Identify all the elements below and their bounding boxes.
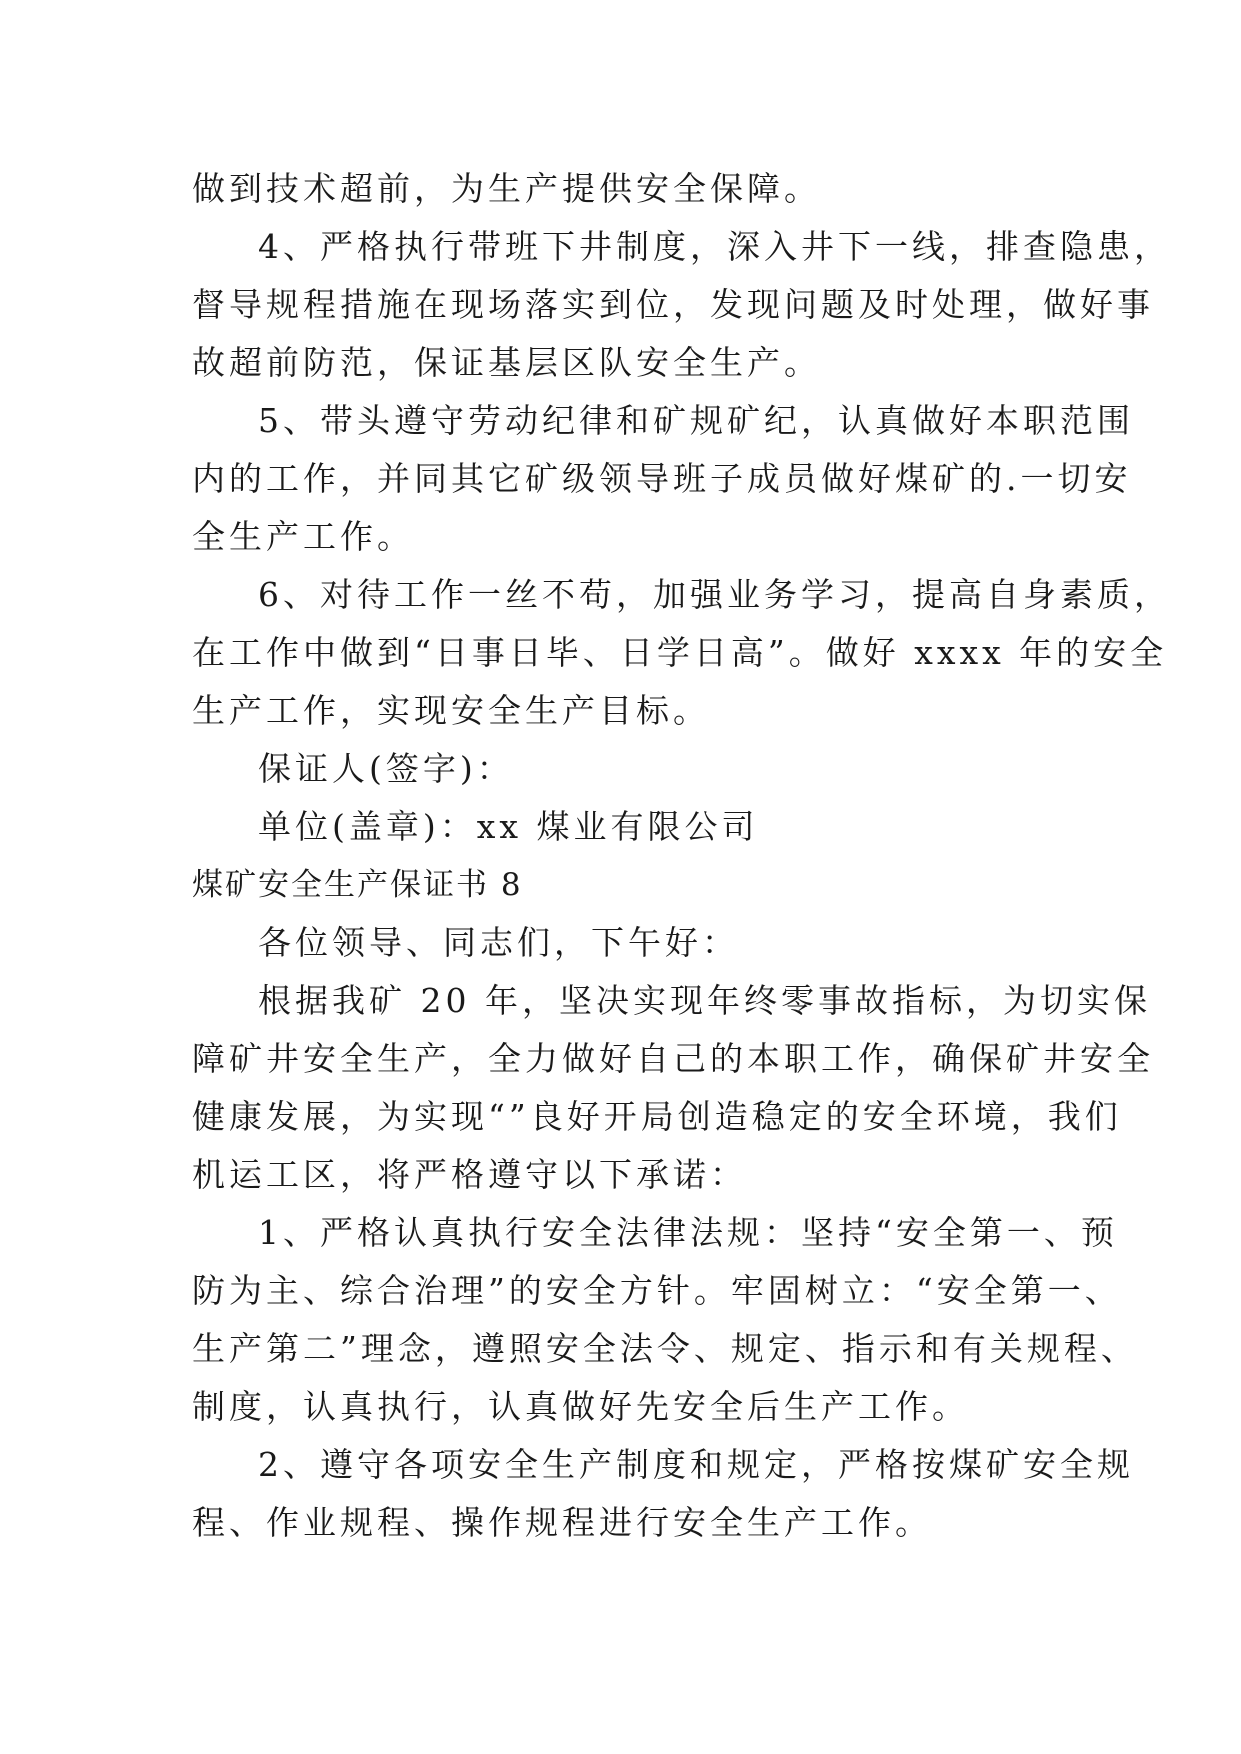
intro-line: 机运工区，将严格遵守以下承诺： bbox=[192, 1155, 747, 1194]
item-6-line: 生产工作，实现安全生产目标。 bbox=[192, 691, 710, 730]
item-4-line: 督导规程措施在现场落实到位，发现问题及时处理，做好事 bbox=[192, 285, 1154, 324]
greeting: 各位领导、同志们，下午好： bbox=[258, 923, 739, 962]
promise-1-line: 制度，认真执行，认真做好先安全后生产工作。 bbox=[192, 1387, 969, 1426]
promise-1-line: 防为主、综合治理”的安全方针。牢固树立：“安全第一、 bbox=[192, 1271, 1122, 1310]
promise-1-line: 1、严格认真执行安全法律法规：坚持“安全第一、预 bbox=[258, 1213, 1118, 1252]
guarantor-signature-label: 保证人(签字)： bbox=[258, 749, 514, 788]
item-4-line: 故超前防范，保证基层区队安全生产。 bbox=[192, 343, 821, 382]
item-5-line: 内的工作，并同其它矿级领导班子成员做好煤矿的.一切安 bbox=[192, 459, 1132, 498]
promise-2-line: 程、作业规程、操作规程进行安全生产工作。 bbox=[192, 1503, 932, 1542]
intro-line: 健康发展，为实现“”良好开局创造稳定的安全环境，我们 bbox=[192, 1097, 1122, 1136]
promise-2-line: 2、遵守各项安全生产制度和规定，严格按煤矿安全规 bbox=[258, 1445, 1134, 1484]
section-title: 煤矿安全生产保证书 8 bbox=[192, 867, 523, 903]
intro-line: 根据我矿 20 年，坚决实现年终零事故指标，为切实保 bbox=[258, 981, 1151, 1020]
item-5-line: 全生产工作。 bbox=[192, 517, 414, 556]
promise-1-line: 生产第二”理念，遵照安全法令、规定、指示和有关规程、 bbox=[192, 1329, 1138, 1368]
intro-line: 障矿井安全生产，全力做好自己的本职工作，确保矿井安全 bbox=[192, 1039, 1154, 1078]
item-4-line: 4、严格执行带班下井制度，深入井下一线，排查隐患， bbox=[258, 227, 1171, 266]
item-6-line: 6、对待工作一丝不苟，加强业务学习，提高自身素质， bbox=[258, 575, 1171, 614]
paragraph-line: 做到技术超前，为生产提供安全保障。 bbox=[192, 169, 821, 208]
item-6-line: 在工作中做到“日事日毕、日学日高”。做好 xxxx 年的安全 bbox=[192, 633, 1168, 672]
unit-seal-label: 单位(盖章)：xx 煤业有限公司 bbox=[258, 807, 759, 846]
item-5-line: 5、带头遵守劳动纪律和矿规矿纪，认真做好本职范围 bbox=[258, 401, 1134, 440]
document-page bbox=[192, 160, 1171, 1552]
